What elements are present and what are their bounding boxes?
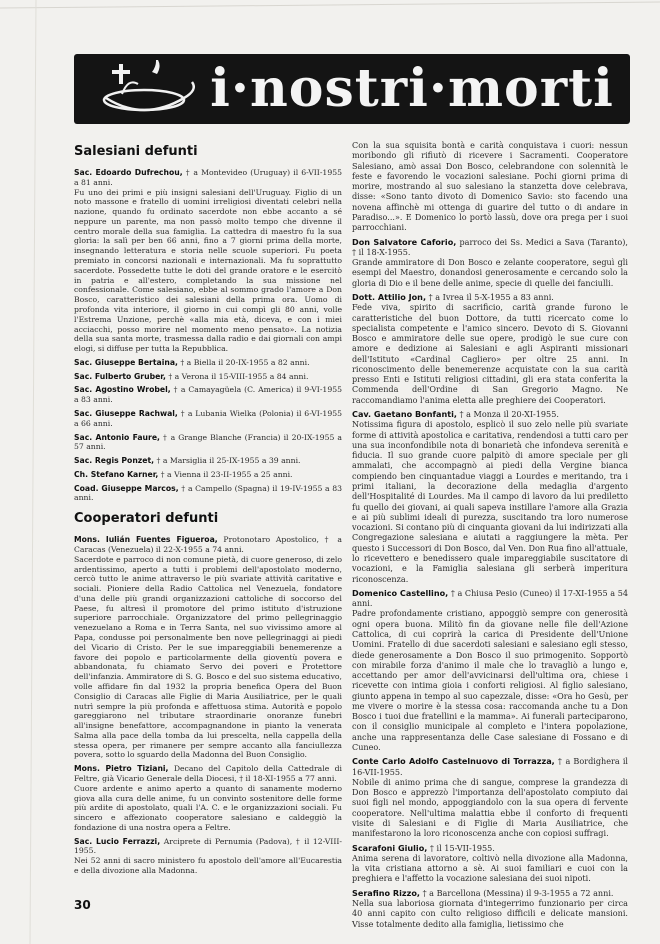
death-info: † a Bordighera il 16-VII-1955.: [352, 756, 628, 777]
page-number: 30: [74, 898, 91, 912]
obituary-entry: [74, 837, 342, 876]
person-name: Sac. Antonio Faure,: [74, 432, 160, 442]
obituary-heading: [352, 588, 628, 609]
obituary-text: Fu uno dei primi e più insigni salesiani dell'Uruguay. Figlio di un noto massone e fratello di uomini irreligiosi diventati celebri nella nazione, quando fu ordinato sacerdote non ebbe accanto a sé neppure un parente, ma non passò molto tempo che divenne il centro morale della sua famiglia. La cattedra di maestro fu la sua gloria: la salì per ben 66 anni, fino a 7 giorni prima della morte, insegnando letteratura e storia nelle scuole superiori. Fu poeta premiato in concorsi nazionali e internazionali. Ma fu soprattutto sacerdote. Possedette tutte le doti del grande oratore e le esercitò in patria e all'estero, completando la sua missione nel confessionale. Come salesiano, ebbe al sommo grado l'amore a Don Bosco, caratteristico dei salesiani della prima ora. Uomo di profonda vita interiore, il giorno in cui compì gli 80 anni, volle l'Estrema Unzione, perchè «alla mia età, diceva, e con i miei acciacchi, posso morire nel momento meno pensato». La notizia della sua santa morte, trasmessa dalla radio e dai giornali con ampi elogi, si diffuse per tutta la Repubblica.: [74, 187, 342, 354]
left-column: [74, 140, 342, 880]
obituary-heading: [74, 456, 342, 466]
obituary-entry: [74, 484, 342, 504]
death-info: † a Campello (Spagna) il 19-IV-1955 a 83 anni.: [74, 483, 343, 503]
obituary-entry: [352, 843, 628, 884]
person-name: Domenico Castellino,: [352, 587, 449, 598]
obituary-text: Nei 52 anni di sacro ministero fu apostolo dell'amore all'Eucarestia e della divozione alla Madonna.: [74, 856, 342, 875]
person-name: Serafino Rizzo,: [352, 887, 420, 898]
person-name: Conte Carlo Adolfo Castelnuovo di Torrazza,: [352, 756, 555, 767]
obituary-heading: [74, 837, 342, 857]
death-info: † a Chiusa Pesio (Cuneo) il 17-XI-1955 a 54 anni.: [352, 587, 629, 609]
obituary-heading: [74, 433, 342, 453]
person-name: Sac. Lucio Ferrazzi,: [74, 836, 161, 846]
obituary-heading: [74, 535, 342, 555]
death-info: † a Biella il 20-IX-1955 a 82 anni.: [180, 357, 310, 367]
obituary-heading: [74, 358, 342, 368]
death-info: Arciprete di Pernumia (Padova), † il 12-VIII-1955.: [74, 836, 342, 856]
person-name: Sac. Edoardo Dufrechou,: [74, 168, 183, 177]
person-name: Cav. Gaetano Bonfanti,: [352, 409, 457, 420]
obituary-entry: [74, 456, 342, 466]
person-name: Mons. Pietro Tiziani,: [74, 764, 169, 774]
obituary-entry: [352, 237, 628, 288]
obituary-heading: [352, 843, 628, 853]
section-title-salesiani: Salesiani defunti: [74, 144, 198, 159]
header-banner: [74, 54, 630, 124]
obituary-heading: [74, 484, 342, 504]
death-info: † il 15-VII-1955.: [429, 842, 495, 853]
death-info: † a Verona il 15-VIII-1955 a 84 anni.: [168, 371, 309, 381]
continued-text: [352, 140, 628, 233]
section-title-cooperatori: Cooperatori defunti: [74, 511, 219, 527]
death-info: † a Camayagüela (C. America) il 9-VI-1955 a 83 anni.: [74, 385, 343, 405]
person-name: Sac. Giuseppe Rachwal,: [74, 408, 178, 418]
person-name: Dott. Attilio Jon,: [352, 291, 427, 302]
death-info: Decano del Capitolo della Cattedrale di Feltre, già Vicario Generale della Diocesi, † il 18-XI-1955 a 77 anni.: [74, 764, 342, 783]
person-name: Don Salvatore Caforio,: [352, 236, 457, 247]
obituary-entry: [74, 470, 342, 480]
obituary-text: Nella sua laboriosa giornata d'integerrimo funzionario per circa 40 anni capito con culto religioso difficili e delicate mansioni. Visse totalmente dedito alla famiglia, lietissimo che: [352, 897, 628, 929]
death-info: † a Montevideo (Uruguay) il 6-VII-1955 a 81 anni.: [74, 168, 342, 187]
person-name: Ch. Stefano Karner,: [74, 469, 159, 479]
death-info: Protonotaro Apostolico, † a Caracas (Venezuela) il 22-X-1955 a 74 anni.: [74, 535, 342, 554]
death-info: † a Grange Blanche (Francia) il 20-IX-1955 a 57 anni.: [74, 432, 343, 452]
obituary-heading: [74, 385, 342, 405]
continued-paragraph: Con la sua squisita bontà e carità conquistava i cuori: nessun moribondo gli rifiutò di ricevere i Sacramenti. Cooperatore Salesiano, amò assai Don Bosco, celebrandone con solennità le feste e favorendo le vocazioni salesiane. Pochi giorni prima di morire, mostrando al suo salesiano la stanzetta dove celebrava, disse: «Sono tanto divoto di Domenico Savio: sto facendo una novena affinchè mi ottenga di guarire del tutto o di andare in Paradiso...». E Domenico lo portò lassù, dove ora prega per i suoi parrocchiani.: [352, 140, 628, 233]
death-info: † a Marsiglia il 25-IX-1955 a 39 anni.: [156, 456, 301, 466]
obituary-heading: [352, 888, 628, 898]
person-name: Sac. Giuseppe Bertaina,: [74, 357, 178, 367]
obituary-entry: [74, 535, 342, 760]
obituary-heading: [74, 372, 342, 382]
obituary-entry: [74, 433, 342, 453]
obituary-heading: [352, 409, 628, 419]
obituary-text: Nobile di animo prima che di sangue, comprese la grandezza di Don Bosco e apprezzò l'importanza dell'apostolato compiuto dai suoi figli nel mondo, appoggiandolo con la sua opera di fervente cooperatore. Nell'ultima malattia ebbe il conforto di frequenti visite di Salesiani e di Figlie di Maria Ausiliatrice, che manifestarono la loro riconoscenza anche con copiosi suffragi.: [352, 776, 628, 839]
obituary-entry: [74, 168, 342, 354]
death-info: † a Monza il 20-XI-1955.: [459, 409, 559, 420]
obituary-heading: [352, 237, 628, 258]
death-info: † a Vienna il 23-II-1955 a 25 anni.: [160, 469, 293, 479]
person-name: Scarafoni Giulio,: [352, 842, 428, 853]
obituary-entry: [74, 409, 342, 429]
person-name: Sac. Fulberto Gruber,: [74, 371, 166, 381]
death-info: † a Ivrea il 5-X-1955 a 83 anni.: [428, 291, 554, 302]
obituary-entry: [352, 292, 628, 405]
obituary-text: Cuore ardente e animo aperto a quanto di sanamente moderno giova alla cura delle anime, fu un convinto sostenitore delle forme più ardite di apostolato, quali l'A. C. e le organizzazioni sociali. Fu sincero e affezionato cooperatore salesiano e caldeggiò la fondazione di una nostra opera a Feltre.: [74, 783, 342, 832]
obituary-text: Padre profondamente cristiano, appoggiò sempre con generosità ogni opera buona. Militò fin da giovane nelle file dell'Azione Cattolica, di cui coprirà la carica di Presidente dell'Unione Uomini. Fratello di due sacerdoti salesiani e salesiano egli stesso, diede generosamente a Don Bosco il suo primogenito. Sopportò con mirabile forza d'animo il male che lo travagliò a lungo e, accettando per amor dell'avvicinarsi dell'ultima ora, chiese i ricevette con intima gioia i conforti religiosi. Al figlio salesiano, giunto appena in tempo al suo capezzale, disse: «Ora ho Gesù, per me vivere o morire è la stessa cosa: raccomanda anche tu a Don Bosco i tuoi due fratellini e la mamma». Ai funerali parteciparono, con il consiglio municipale al completo e l'intera popolazione, anche una rappresentanza delle Case salesiane di Fossano e di Cuneo.: [352, 608, 628, 753]
lamp-with-cross-logo: [92, 60, 202, 118]
right-column: [352, 140, 628, 933]
obituary-heading: [352, 292, 628, 302]
death-info: † a Barcellona (Messina) il 9-3-1955 a 72 anni.: [422, 887, 614, 898]
obituary-entry: [352, 588, 628, 753]
obituary-entry: [352, 409, 628, 584]
obituary-text: Anima serena di lavoratore, coltivò nella divozione alla Madonna, la vita cristiana attorno a sè. Ai suoi familiari e cuoi con la preghiera e l'affetto la vocazione salesiana dei suoi nipoti.: [352, 852, 628, 884]
obituary-entry: [74, 372, 342, 382]
obituary-entry: [352, 756, 628, 838]
person-name: Sac. Regis Ponzet,: [74, 456, 155, 466]
obituary-heading: [74, 409, 342, 429]
obituary-entry: [74, 764, 342, 832]
obituary-text: Notissima figura di apostolo, esplicò il suo zelo nelle più svariate forme di attività apostolica e caritativa, rendendosi a tutti caro per una sua inconfondibile nota di bonarietà che infondeva serenità e fiducia. Il suo grande cuore palpitò di amore speciale per gli ammalati, che accompagnò ai piedi della Vergine bianca compiendo ben cinquantadue viaggi a Lourdes e meritando, tra i primi italiani, la decorazione della medaglia d'argento dell'Hospitalité di Lourdes. Ma il campo di lavoro da lui prediletto fu quello dei giovani, ai quali sapeva instillare l'amore alla Grazia e ai più sublimi ideali di purezza, suscitando tra loro numerose vocazioni. Si contano più di cinquanta giovani da lui indirizzati alla Congregazione salesiana e aiutati a raggiungere la mèta. Per questo i Successori di Don Bosco, dal Ven. Don Rua fino all'attuale, lo ricevettero e benedissero quale impareggiabile suscitatore di vocazioni, e la Famiglia salesiana gli serberà imperitura riconoscenza.: [352, 419, 628, 584]
banner-title: i·nostri·morti: [210, 58, 614, 119]
obituary-text: Sacerdote e parroco di non comune pietà, di cuore generoso, di zelo ardentissimo, aperto a tutti i problemi dell'apostolato moderno, cercò tutto le anime attraverso le più svariate attività caritative e sociali. Pioniere della Radio Cattolica nel Venezuela, fondatore d'una delle più grandi organizzazioni cattoliche di soccorso del Paese, fu altresì il promotore del primo istituto d'istruzione superiore parrocchiale. Organizzatore del primo pellegrinaggio venezuelano a Roma e in Terra Santa, nel suo vivissimo amore al Papa, condusse poi personalmente ben nove pellegrinaggi ai piedi del Vicario di Cristo. Per le sue impareggiabili benemerenze a favore dei popolo e particolarmente della gioventù povera e abbandonata, fu chiamato Servo dei poveri e Protettore dell'infanzia. Ammiratore di S. G. Bosco e del suo sistema educativo, volle affidare fin dal 1932 la propria benefica Opera del Buon Consiglio di Caracas alle Figlie di Maria Ausiliatrice, per le quali nutrì sempre la più profonda e affettuosa stima. Autorità e popolo gareggiarono nel tributare straordinarie onoranze funebri all'insigne benefattore, accompagnandone in pianto la venerata Salma alla pace della tomba da lui prescelta, nella cappella della stessa opera, per rimanere per sempre accanto alla fanciullezza povera, sotto lo sguardo della Madonna del Buon Consiglio.: [74, 554, 342, 760]
obituary-heading: [74, 764, 342, 784]
obituary-entry: [352, 888, 628, 929]
person-name: Coad. Giuseppe Marcos,: [74, 483, 179, 493]
obituary-heading: [74, 470, 342, 480]
obituary-heading: [74, 168, 342, 188]
person-name: Sac. Agostino Wrobel,: [74, 385, 171, 395]
death-info: parroco dei Ss. Medici a Sava (Taranto), † il 18-X-1955.: [352, 236, 628, 257]
obituary-entry: [74, 358, 342, 368]
obituary-text: Fede viva, spirito di sacrificio, carità grande furono le caratteristiche del buon Dottore, da tutti ricercato come lo specialista competente e l'amico sincero. Devoto di S. Giovanni Bosco e ammiratore delle sue opere, prodigò le sue cure con amore e dedizione ai Salesiani e agli Aspiranti missionari dell'Istituto «Cardinal Cagliero» per oltre 25 anni. In riconoscimento delle benemerenze acquistate con la sua carità presso Enti e Istituti religiosi cittadini, gli era stata conferita la Commenda dell'Ordine di San Gregorio Magno. Ne raccomandiamo l'anima eletta alle preghiere dei Cooperatori.: [352, 302, 628, 405]
obituary-entry: [74, 385, 342, 405]
obituary-heading: [352, 756, 628, 777]
obituary-text: Grande ammiratore di Don Bosco e zelante cooperatore, seguì gli esempi del Maestro, donandosi generosamente e cercando solo la gloria di Dio e il bene delle anime, specie di quelle dei fanciulli.: [352, 257, 628, 288]
person-name: Mons. Iulián Fuentes Figueroa,: [74, 535, 218, 545]
death-info: † a Lubania Wielka (Polonia) il 6-VI-1955 a 66 anni.: [74, 408, 342, 428]
